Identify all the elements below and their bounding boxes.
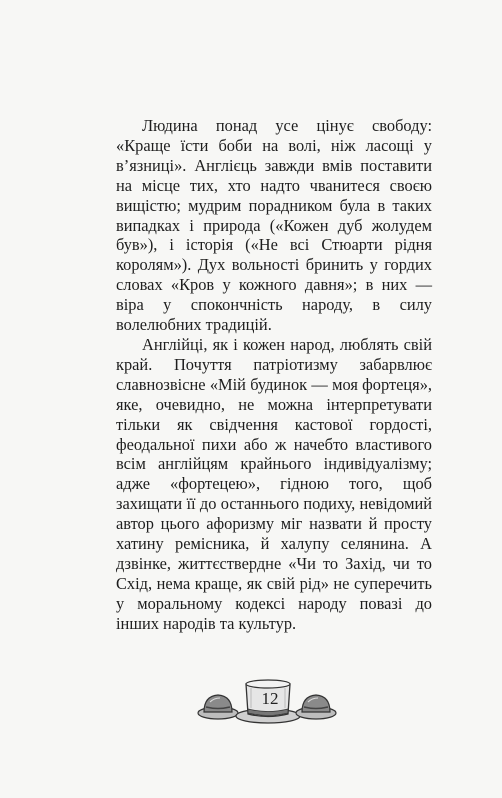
paragraph-2: Англійці, як і кожен народ, люблять свій край. Почуття патріотизму забарвлює славнозвісне «Мій будинок — моя фортеця», яке, очевидно, не можна інтерпретувати тільки як свідчення кастової гордості, феодальної пихи або ж начебто властивого всім англійцям крайнього індивідуалізму; адже «фортецею», гідною того, щоб захищати її до останнього подиху, невідомий автор цього афоризму міг назвати й просту хатину ремісника, й халупу селянина. А дзвінке, життєствердне «Чи то Захід, чи то Схід, нема краще, як свій рід» не суперечить у моральному кодексі народу повазі до інших народів та культур.	[116, 334, 432, 633]
paragraph-1: Людина понад усе цінує свободу: «Краще їсти боби на волі, ніж ласощі у в’язниці». Англієць завжди вмів поставити на місце тих, хто надто чванитеся своєю вищістю; мудрим порадником була в таких випадках і природа («Кожен дуб жолудем був»), і історія («Не всі Стюарти рідня королям»). Дух вольності бринить у гордих словах «Кров у кожного давня»; в них — віра у спокончність народу, в силу волелюбних традицій.	[116, 116, 432, 335]
bowler-hat-right-icon	[296, 695, 336, 719]
page-footer-ornament	[196, 676, 338, 728]
body-text	[116, 116, 432, 634]
bowler-hat-left-icon	[198, 695, 238, 719]
page-number: 12	[261, 689, 279, 708]
